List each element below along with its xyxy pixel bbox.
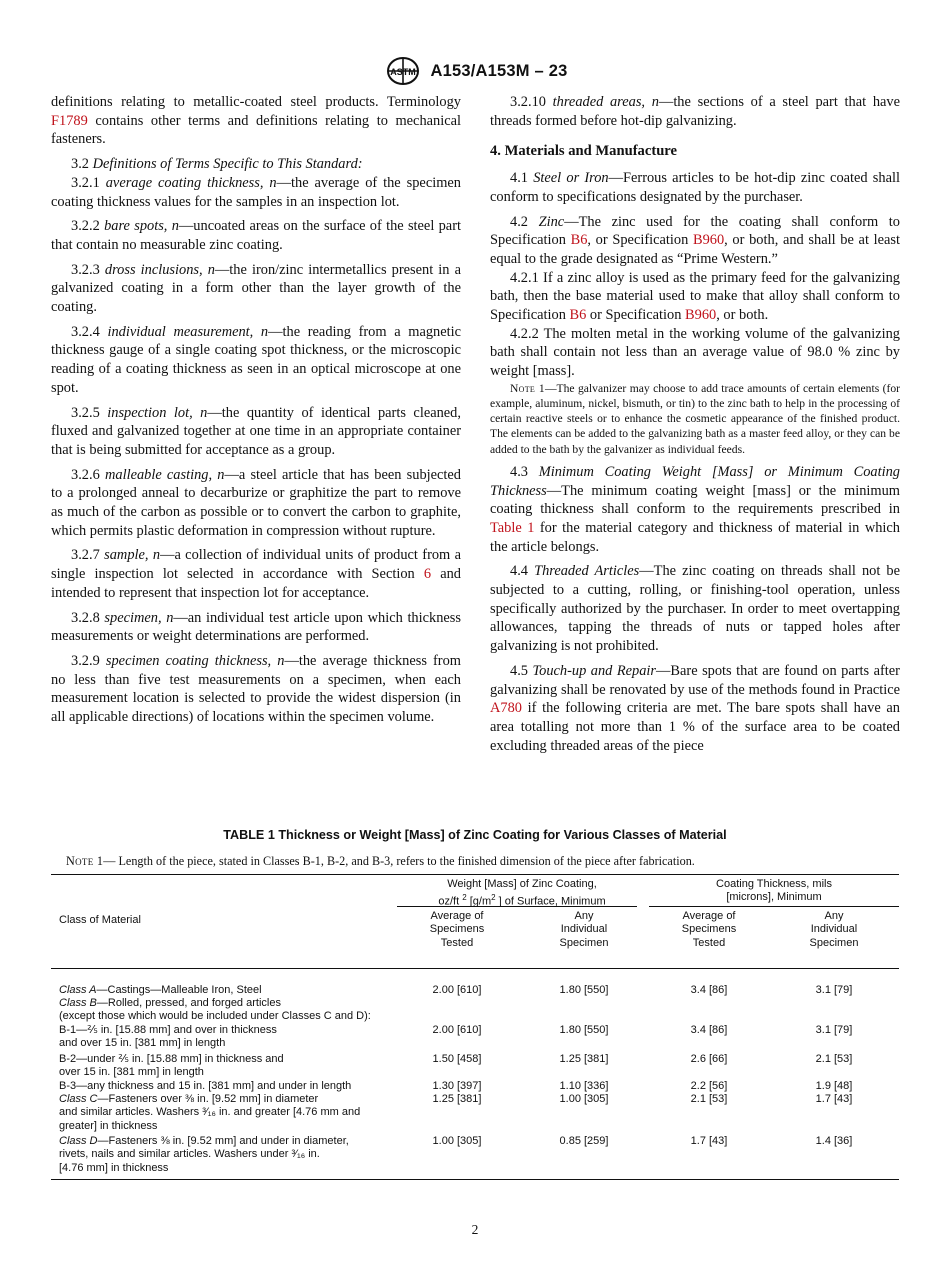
paragraph-4-3: 4.3 Minimum Coating Weight [Mass] or Minimum Coating Thickness—The minimum coating weight [mass] or the minimum coating thickness shall conform to the requirements prescribed in Table 1 for the material category and thickness of material in which the article belongs.: [490, 463, 900, 555]
paragraph-4-2-2: 4.2.2 The molten metal in the working volume of the galvanizing bath shall contain not less than an average value of 98.0 % zinc by weight [mass].: [490, 325, 900, 380]
cell-d-thick-any: 1.4 [36]: [815, 1135, 853, 1147]
cell-b1-weight-any: 1.80 [550]: [559, 1024, 609, 1036]
link-table-1[interactable]: Table 1: [490, 519, 535, 536]
rule-under-header: [51, 968, 899, 969]
header-thickness-group: Coating Thickness, mils [microns], Minimum: [716, 878, 832, 904]
header-class-of-material: Class of Material: [59, 914, 141, 926]
cell-b3-weight-avg: 1.30 [397]: [432, 1080, 482, 1092]
paragraph-4-2-1: 4.2.1 If a zinc alloy is used as the primary feed for the galvanizing bath, then the base material used to make that alloy shall conform to Specification B6 or Specification B960, or both.: [490, 269, 900, 324]
definition-3-2-3: 3.2.3 dross inclusions, n—the iron/zinc intermetallics present in a galvanized coating in a form other than the layer growth of the coating.: [51, 261, 461, 316]
definition-3-2-4: 3.2.4 individual measurement, n—the reading from a magnetic thickness gauge of a single coating spot thickness, or the microscopic reading of a coating thickness as seen in an optical microscope at one spot.: [51, 323, 461, 396]
page-number: 2: [471, 1222, 479, 1237]
row-class-a-label: Class A—Castings—Malleable Iron, Steel: [59, 984, 262, 996]
table-bottom-rule: [51, 1179, 899, 1180]
cell-b1-thick-any: 3.1 [79]: [815, 1024, 853, 1036]
row-class-b-label: Class B—Rolled, pressed, and forged articles (except those which would be included under Classes C and D):: [59, 997, 371, 1023]
cell-b2-thick-any: 2.1 [53]: [815, 1053, 853, 1065]
link-a780[interactable]: A780: [490, 700, 522, 717]
definition-3-2-9: 3.2.9 specimen coating thickness, n—the average thickness from no less than five test measurements on a specimen, when each measurement location is selected to provide the widest dispersion (in all applicable directions) of locations within the specimen volume.: [51, 652, 461, 726]
definition-3-2-6: 3.2.6 malleable casting, n—a steel article that has been subjected to a prolonged anneal to decarburize or graphitize the part to remove as much of the carbon as possible or to convert the carbon to graphite, which permits plastic deformation in compression without rupture.: [51, 466, 461, 539]
right-column: [490, 93, 900, 761]
page-header: [0, 56, 950, 86]
note-1: Note 1—The galvanizer may choose to add trace amounts of certain elements (for example, aluminum, nickel, bismuth, or tin) to the zinc bath to help in the processing of certain reactive steels or to enhance the cosmetic appearance of the finished product. The elements can be added to the galvanizing bath as a master feed alloy, or they can be added to the bath by the galvanizer as individual feeds.: [490, 381, 901, 456]
definition-3-2-10: 3.2.10 threaded areas, n—the sections of a steel part that have threads formed before hot-dip galvanizing.: [490, 94, 900, 129]
cell-b1-weight-avg: 2.00 [610]: [432, 1024, 482, 1036]
section-4-heading: 4. Materials and Manufacture: [490, 143, 677, 160]
cell-b3-thick-avg: 2.2 [56]: [690, 1080, 728, 1092]
header-weight-any: Any Individual Specimen: [559, 910, 609, 949]
cell-a-weight-avg: 2.00 [610]: [432, 984, 482, 996]
table-1-title: TABLE 1 Thickness or Weight [Mass] of Zinc Coating for Various Classes of Material: [223, 828, 727, 842]
paragraph-4-5: 4.5 Touch-up and Repair—Bare spots that are found on parts after galvanizing shall be renovated by use of the methods found in Practice A780 if the following criteria are met. The bare spots shall have an area totalling not more than 1 % of the surface area to be coated excluding threaded areas of the piece: [490, 662, 900, 754]
cell-d-weight-any: 0.85 [259]: [559, 1135, 609, 1147]
row-b2-label: B-2—under ⅖ in. [15.88 mm] in thickness and over 15 in. [381 mm] in length: [59, 1053, 284, 1079]
paragraph-4-2: 4.2 Zinc—The zinc used for the coating shall conform to Specification B6, or Specification B960, or both, and shall be at least equal to the grade designated as “Prime Western.”: [490, 213, 901, 267]
cell-c-weight-any: 1.00 [305]: [559, 1093, 609, 1105]
row-class-d-label: Class D—Fasteners ⅜ in. [9.52 mm] and under in diameter, rivets, nails and similar articles. Washers under ³⁄₁₆ in. [4.76 mm] in thickness: [59, 1135, 349, 1174]
row-b3-label: B-3—any thickness and 15 in. [381 mm] and under in length: [59, 1080, 352, 1092]
link-b6-2[interactable]: B6: [569, 307, 587, 324]
link-b960[interactable]: B960: [692, 232, 725, 249]
svg-text:ASTM: ASTM: [389, 67, 416, 77]
cell-c-thick-any: 1.7 [43]: [815, 1093, 853, 1105]
cell-b1-thick-avg: 3.4 [86]: [690, 1024, 728, 1036]
cell-b2-weight-any: 1.25 [381]: [559, 1053, 609, 1065]
header-weight-group: Weight [Mass] of Zinc Coating, oz/ft $^2$ [$g/m^2$ ] of Surface, Minimum: [438, 878, 606, 908]
cell-d-weight-avg: 1.00 [305]: [432, 1135, 482, 1147]
cell-b2-thick-avg: 2.6 [66]: [690, 1053, 728, 1065]
left-column: [51, 93, 461, 733]
link-section-6[interactable]: 6: [423, 566, 432, 583]
table-top-rule: [51, 874, 899, 875]
link-b960-2[interactable]: B960: [685, 307, 717, 324]
header-thickness-any: Any Individual Specimen: [809, 910, 859, 949]
header-thickness-average: Average of Specimens Tested: [681, 910, 737, 949]
row-class-c-label: Class C—Fasteners over ⅜ in. [9.52 mm] in diameter and similar articles. Washers ³⁄₁₆ in. and greater [4.76 mm and greater] in thickness: [59, 1093, 361, 1132]
cell-b3-thick-any: 1.9 [48]: [815, 1080, 853, 1092]
paragraph-terminology: definitions relating to metallic-coated steel products. Terminology F1789 contains other terms and definitions relating to mechanical fasteners.: [51, 94, 461, 148]
definition-3-2-7: 3.2.7 sample, n—a collection of individual units of product from a single inspection lot selected in accordance with Section 6 and intended to represent that inspection lot for acceptance.: [51, 547, 461, 601]
rule-under-weight: [397, 906, 637, 907]
header-weight-average: Average of Specimens Tested: [429, 910, 485, 949]
cell-b2-weight-avg: 1.50 [458]: [432, 1053, 482, 1065]
rule-under-thickness: [649, 906, 899, 907]
cell-a-weight-any: 1.80 [550]: [559, 984, 609, 996]
document-designation: A153/A153M – 23: [430, 61, 568, 80]
definition-3-2-2: 3.2.2 bare spots, n—uncoated areas on the surface of the steel part that contain no measurable zinc coating.: [51, 218, 461, 253]
cell-c-thick-avg: 2.1 [53]: [690, 1093, 728, 1105]
table-1-note: Note 1— Length of the piece, stated in Classes B-1, B-2, and B-3, refers to the finished dimension of the piece after fabrication.: [66, 854, 695, 868]
definition-3-2-8: 3.2.8 specimen, n—an individual test article upon which thickness measurements or weight determinations are performed.: [51, 609, 461, 645]
paragraph-4-1: 4.1 Steel or Iron—Ferrous articles to be hot-dip zinc coated shall conform to specifications designated by the purchaser.: [490, 170, 900, 205]
cell-d-thick-avg: 1.7 [43]: [690, 1135, 728, 1147]
cell-c-weight-avg: 1.25 [381]: [432, 1093, 482, 1105]
paragraph-4-4: 4.4 Threaded Articles—The zinc coating on threads shall not be subjected to a cutting, rolling, or finishing-tool operation, unless specifically authorized by the purchaser. In order to meet overtapping allowances, tapping the threads of nuts or tapped holes after galvanizing is not prohibited.: [490, 563, 900, 655]
definition-3-2-5: 3.2.5 inspection lot, n—the quantity of identical parts cleaned, fluxed and galvanized together at one time in an appropriate container that is being submitted for acceptance as a group.: [51, 404, 461, 458]
astm-logo: [383, 56, 423, 86]
link-f1789[interactable]: F1789: [51, 112, 88, 129]
cell-a-thick-avg: 3.4 [86]: [690, 984, 728, 996]
link-b6[interactable]: B6: [570, 232, 588, 249]
cell-b3-weight-any: 1.10 [336]: [559, 1080, 609, 1092]
cell-a-thick-any: 3.1 [79]: [815, 984, 853, 996]
section-3-2-heading: 3.2 Definitions of Terms Specific to This Standard:: [71, 156, 363, 173]
definition-3-2-1: 3.2.1 average coating thickness, n—the average of the specimen coating thickness values for the samples in an inspection lot.: [51, 174, 461, 210]
row-b1-label: B-1—⅖ in. [15.88 mm] and over in thickness and over 15 in. [381 mm] in length: [59, 1024, 277, 1050]
